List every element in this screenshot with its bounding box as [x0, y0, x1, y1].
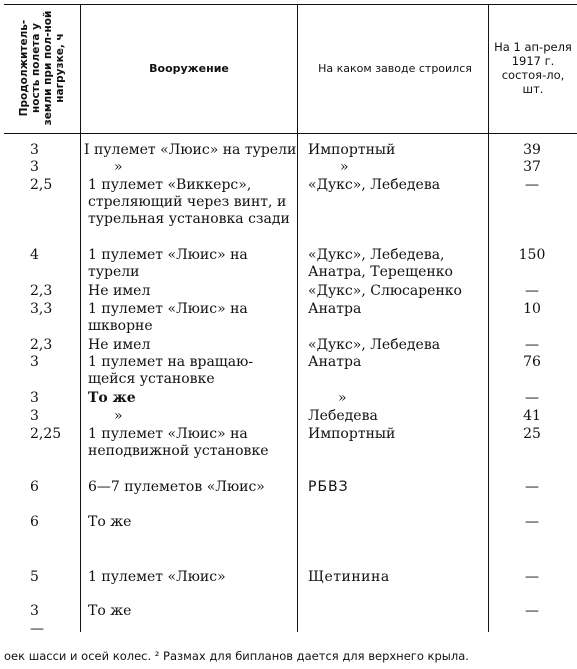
- table-cell: 76: [523, 354, 541, 370]
- table-cell: 6: [30, 479, 39, 495]
- table-cell: 37: [523, 159, 541, 175]
- table-cell: 4: [30, 247, 39, 263]
- column-divider-2: [297, 4, 298, 632]
- table-cell: Щетинина: [308, 569, 390, 585]
- table-cell: Анатра: [308, 301, 362, 317]
- table-cell: —: [525, 603, 539, 619]
- table-cell: 2,3: [30, 283, 53, 299]
- table-cell: «Дукс», Лебедева, Анатра, Терещенко: [308, 247, 453, 280]
- table-cell: 1 пулемет на вращаю-щейся установке: [88, 354, 254, 387]
- table-cell: —: [30, 621, 44, 637]
- table-cell: 10: [523, 301, 541, 317]
- table-cell: 3: [30, 603, 39, 619]
- table-cell: Импортный: [308, 142, 396, 158]
- table-cell: 1 пулемет «Виккерс», стреляющий через винт, и турельная установка сзади: [88, 177, 290, 227]
- table-cell: 150: [518, 247, 546, 263]
- table-cell: 6—7 пулеметов «Люис»: [88, 479, 265, 495]
- table-cell: 2,25: [30, 426, 62, 442]
- table-cell: 3: [30, 390, 39, 406]
- table-cell: 3: [30, 354, 39, 370]
- table-cell: »: [114, 159, 123, 175]
- table-cell: 6: [30, 514, 39, 530]
- table-cell: —: [525, 514, 539, 530]
- table-cell: «Дукс», Лебедева: [308, 177, 441, 193]
- table-cell: РБВЗ: [308, 479, 349, 495]
- table-cell: 3: [30, 408, 39, 424]
- header-bottom-rule: [4, 133, 577, 134]
- table-cell: «Дукс», Лебедева: [308, 337, 441, 353]
- column-divider-1: [80, 4, 81, 632]
- table-cell: То же: [88, 514, 132, 530]
- table-cell: Анатра: [308, 354, 362, 370]
- table-cell: 1 пулемет «Люис» на шкворне: [88, 301, 248, 334]
- table-cell: То же: [88, 603, 132, 619]
- table-cell: —: [525, 479, 539, 495]
- table-cell: 1 пулемет «Люис» на неподвижной установке: [88, 426, 269, 459]
- table-cell: —: [525, 569, 539, 585]
- header-count: На 1 ап-реля 1917 г. состоя-ло, шт.: [494, 40, 572, 96]
- table-cell: Не имел: [88, 283, 151, 299]
- table-cell: 39: [523, 142, 541, 158]
- table-cell: 3: [30, 142, 39, 158]
- table-cell: 2,3: [30, 337, 53, 353]
- table-cell: 5: [30, 569, 39, 585]
- table-cell: 41: [523, 408, 541, 424]
- table-cell: —: [525, 177, 539, 193]
- table-cell: »: [338, 390, 347, 406]
- table-cell: Лебедева: [308, 408, 378, 424]
- table-cell: «Дукс», Слюсаренко: [308, 283, 462, 299]
- table-cell: Не имел: [88, 337, 151, 353]
- header-armament: Вооружение: [149, 61, 229, 75]
- table-cell: 1 пулемет «Люис»: [88, 569, 226, 585]
- footnote: оек шасси и осей колес. ² Размах для бипланов дается для верхнего крыла.: [4, 649, 469, 663]
- table-cell: 2,5: [30, 177, 53, 193]
- table-cell: 25: [523, 426, 541, 442]
- table-cell: I пулемет «Люис» на турели: [84, 142, 297, 158]
- table-cell: —: [525, 283, 539, 299]
- table-cell: »: [114, 408, 123, 424]
- table-cell: 1 пулемет «Люис» на турели: [88, 247, 248, 280]
- table-cell: —: [525, 337, 539, 353]
- column-divider-3: [488, 4, 489, 632]
- table-cell: Импортный: [308, 426, 396, 442]
- table-cell: —: [525, 390, 539, 406]
- table-cell: 3: [30, 159, 39, 175]
- table-cell: 3,3: [30, 301, 53, 317]
- table-cell: То же: [88, 390, 136, 406]
- header-duration: Продолжитель-ность полета у земли при пол-ной нагрузке, ч: [18, 10, 66, 126]
- table-cell: »: [340, 159, 349, 175]
- header-factory: На каком заводе строился: [318, 61, 472, 75]
